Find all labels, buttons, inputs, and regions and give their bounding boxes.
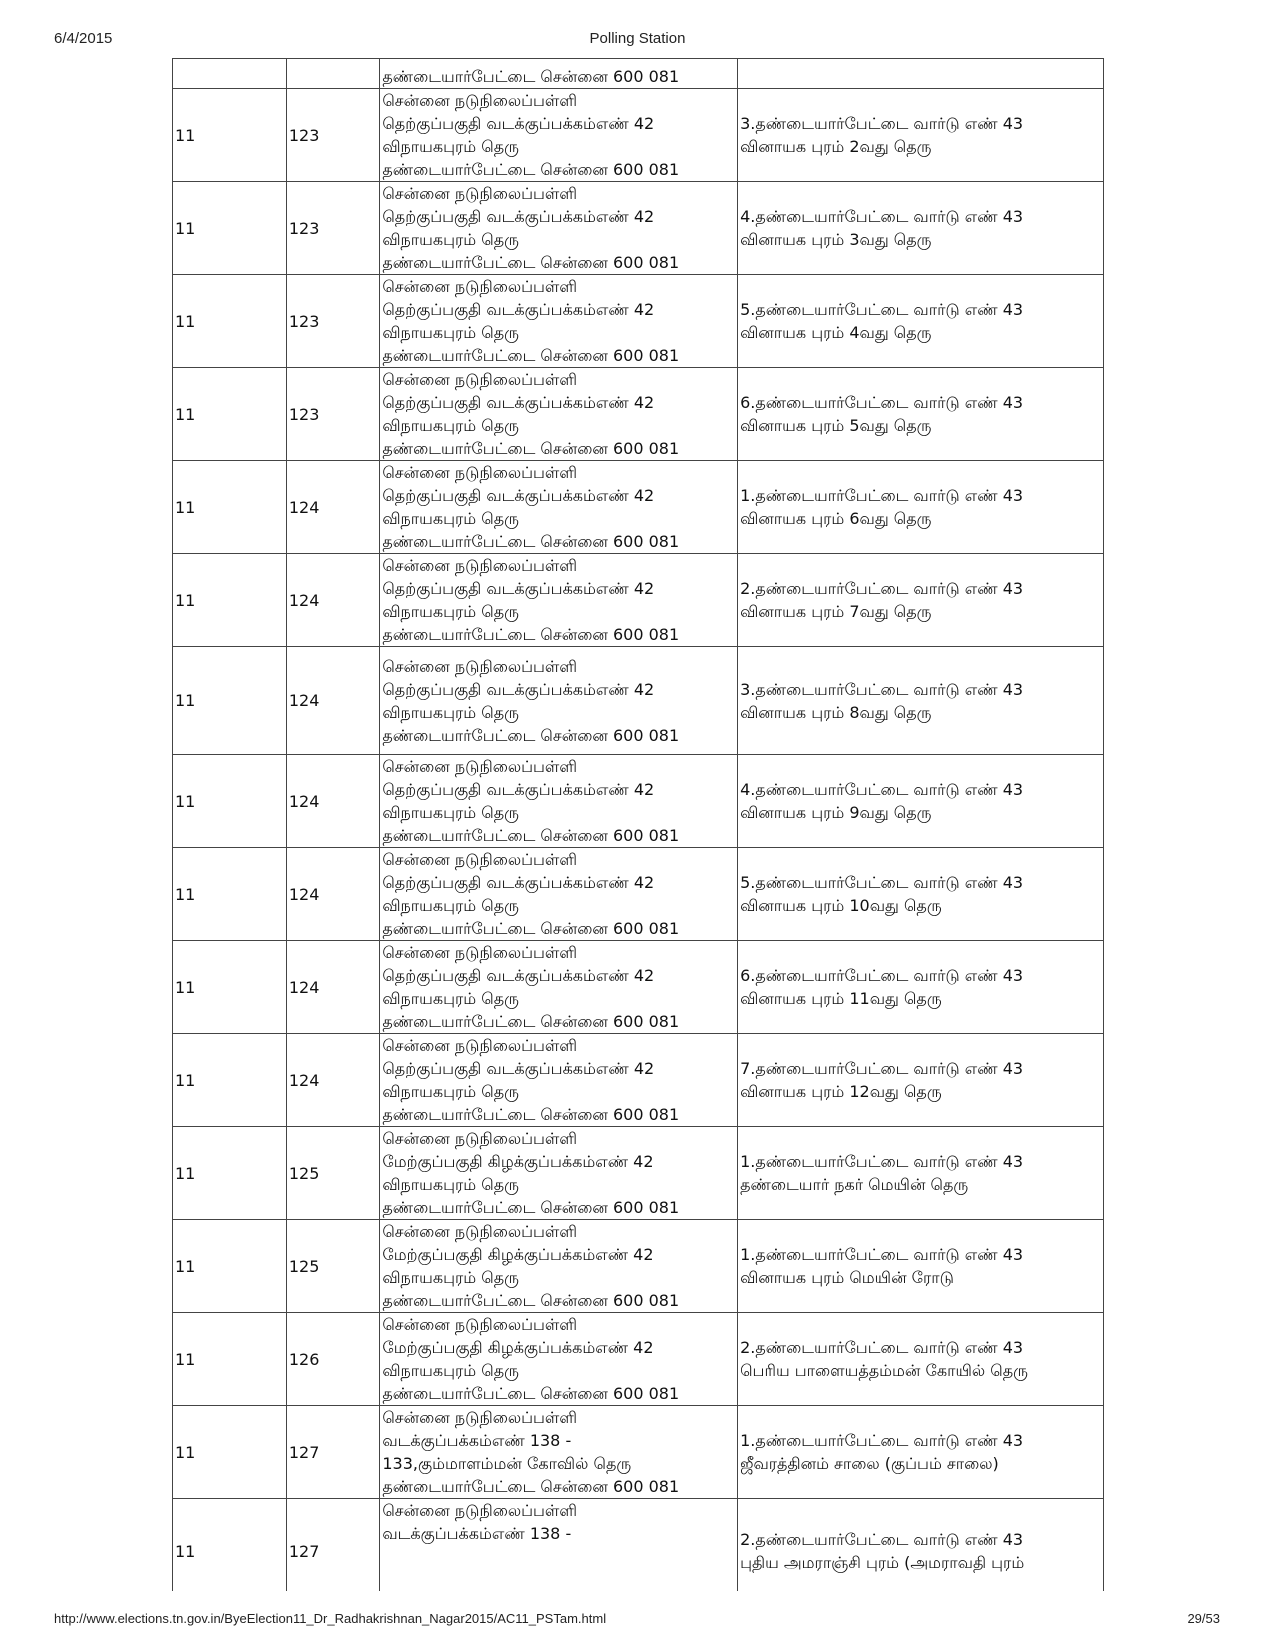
area-line: பெரிய பாளையத்தம்மன் கோயில் தெரு [740, 1361, 1028, 1380]
station-address-cell [380, 1127, 738, 1220]
area-line: 2.தண்டையார்பேட்டை வார்டு எண் 43 [740, 1530, 1024, 1549]
address-line: மேற்குப்பகுதி கிழக்குப்பக்கம்எண் 42 [382, 1338, 654, 1357]
address-line: விநாயகபுரம் தெரு [382, 702, 519, 722]
area-line: 5.தண்டையார்பேட்டை வார்டு எண் 43 [740, 873, 1024, 892]
polling-area-cell [738, 1313, 1104, 1406]
station-address-cell [380, 755, 738, 848]
area-line: வினாயக புரம் 3வது தெரு [740, 230, 932, 249]
address-line: தண்டையார்பேட்டை சென்னை 600 081 [382, 725, 680, 745]
address-line: விநாயகபுரம் தெரு [382, 416, 519, 435]
address-line: விநாயகபுரம் தெரு [382, 1082, 519, 1101]
table-row [173, 1499, 1104, 1592]
station-number-cell: 124 [286, 1034, 380, 1127]
address-line: தெற்குப்பகுதி வடக்குப்பக்கம்எண் 42 [382, 393, 655, 412]
assembly-number-cell: 11 [173, 368, 287, 461]
station-number-cell: 127 [286, 1499, 380, 1592]
assembly-number-cell: 11 [173, 1499, 287, 1592]
address-line: சென்னை நடுநிலைப்பள்ளி [382, 1222, 578, 1241]
station-address-cell [380, 182, 738, 275]
area-line: 3.தண்டையார்பேட்டை வார்டு எண் 43 [740, 679, 1024, 699]
header-title: Polling Station [589, 30, 686, 47]
polling-area-cell [738, 1127, 1104, 1220]
address-line: சென்னை நடுநிலைப்பள்ளி [382, 91, 578, 110]
assembly-number-cell: 11 [173, 647, 287, 755]
address-line: தெற்குப்பகுதி வடக்குப்பக்கம்எண் 42 [382, 780, 655, 799]
area-line: 3.தண்டையார்பேட்டை வார்டு எண் 43 [740, 114, 1024, 133]
area-line: 1.தண்டையார்பேட்டை வார்டு எண் 43 [740, 1152, 1024, 1171]
address-line: தண்டையார்பேட்டை சென்னை 600 081 [382, 919, 680, 938]
assembly-number-cell: 11 [173, 89, 287, 182]
area-line: வினாயக புரம் மெயின் ரோடு [740, 1268, 954, 1287]
address-line: விநாயகபுரம் தெரு [382, 989, 519, 1008]
area-line: 6.தண்டையார்பேட்டை வார்டு எண் 43 [740, 393, 1024, 412]
address-line: சென்னை நடுநிலைப்பள்ளி [382, 463, 578, 482]
table-row [173, 275, 1104, 368]
polling-area-cell [738, 755, 1104, 848]
station-number-cell [286, 59, 380, 89]
address-line: தண்டையார்பேட்டை சென்னை 600 081 [382, 1105, 680, 1124]
station-number-cell: 124 [286, 941, 380, 1034]
address-line: தெற்குப்பகுதி வடக்குப்பக்கம்எண் 42 [382, 966, 655, 985]
area-line: புதிய அமராஞ்சி புரம் (அமராவதி புரம் [740, 1553, 1025, 1572]
area-line: 5.தண்டையார்பேட்டை வார்டு எண் 43 [740, 300, 1024, 319]
table-body [173, 59, 1104, 1592]
address-line: தெற்குப்பகுதி வடக்குப்பக்கம்எண் 42 [382, 114, 655, 133]
address-line: தெற்குப்பகுதி வடக்குப்பக்கம்எண் 42 [382, 207, 655, 226]
table-row [173, 182, 1104, 275]
area-line: வினாயக புரம் 2வது தெரு [740, 137, 932, 156]
address-line: தெற்குப்பகுதி வடக்குப்பக்கம்எண் 42 [382, 873, 655, 892]
address-line: விநாயகபுரம் தெரு [382, 1175, 519, 1194]
assembly-number-cell: 11 [173, 1406, 287, 1499]
station-number-cell: 124 [286, 647, 380, 755]
polling-area-cell [738, 1034, 1104, 1127]
assembly-number-cell: 11 [173, 1034, 287, 1127]
area-line: வினாயக புரம் 4வது தெரு [740, 323, 932, 342]
station-address-cell [380, 1406, 738, 1499]
table-row [173, 1220, 1104, 1313]
station-address-cell [380, 368, 738, 461]
station-address-cell: தண்டையார்பேட்டை சென்னை 600 081 [380, 59, 738, 89]
area-line: வினாயக புரம் 5வது தெரு [740, 416, 932, 435]
polling-area-cell [738, 1499, 1104, 1592]
table-row [173, 647, 1104, 755]
assembly-number-cell [173, 59, 287, 89]
area-line: 1.தண்டையார்பேட்டை வார்டு எண் 43 [740, 486, 1024, 505]
table-row [173, 89, 1104, 182]
station-address-cell [380, 1220, 738, 1313]
address-line: விநாயகபுரம் தெரு [382, 509, 519, 528]
polling-area-cell [738, 89, 1104, 182]
assembly-number-cell: 11 [173, 848, 287, 941]
address-line: சென்னை நடுநிலைப்பள்ளி [382, 1129, 578, 1148]
address-line: சென்னை நடுநிலைப்பள்ளி [382, 370, 578, 389]
area-line: வினாயக புரம் 7வது தெரு [740, 602, 932, 621]
area-line: 1.தண்டையார்பேட்டை வார்டு எண் 43 [740, 1431, 1024, 1450]
address-line: தண்டையார்பேட்டை சென்னை 600 081 [382, 826, 680, 845]
area-line: ஜீவரத்தினம் சாலை (குப்பம் சாலை) [740, 1454, 999, 1473]
address-line: தண்டையார்பேட்டை சென்னை 600 081 [382, 160, 680, 179]
area-line: 7.தண்டையார்பேட்டை வார்டு எண் 43 [740, 1059, 1024, 1078]
address-line: தண்டையார்பேட்டை சென்னை 600 081 [382, 1477, 680, 1496]
area-line: தண்டையார் நகர் மெயின் தெரு [740, 1175, 969, 1194]
table-row [173, 755, 1104, 848]
station-address-cell [380, 848, 738, 941]
table-row [173, 1127, 1104, 1220]
address-line: மேற்குப்பகுதி கிழக்குப்பக்கம்எண் 42 [382, 1152, 654, 1171]
station-number-cell: 124 [286, 554, 380, 647]
area-line: வினாயக புரம் 8வது தெரு [740, 702, 932, 722]
polling-area-cell [738, 1406, 1104, 1499]
address-line: தண்டையார்பேட்டை சென்னை 600 081 [382, 346, 680, 365]
area-line: வினாயக புரம் 10வது தெரு [740, 896, 942, 915]
polling-station-sheet [172, 58, 1104, 1591]
station-address-cell [380, 275, 738, 368]
polling-area-cell [738, 941, 1104, 1034]
assembly-number-cell: 11 [173, 275, 287, 368]
assembly-number-cell: 11 [173, 1313, 287, 1406]
station-address-cell [380, 1034, 738, 1127]
address-line: தண்டையார்பேட்டை சென்னை 600 081 [382, 532, 680, 551]
station-number-cell: 123 [286, 368, 380, 461]
address-line: தண்டையார்பேட்டை சென்னை 600 081 [382, 1012, 680, 1031]
area-line: வினாயக புரம் 12வது தெரு [740, 1082, 942, 1101]
table-row [173, 368, 1104, 461]
area-line: 2.தண்டையார்பேட்டை வார்டு எண் 43 [740, 1338, 1024, 1357]
address-line: சென்னை நடுநிலைப்பள்ளி [382, 1408, 578, 1427]
assembly-number-cell: 11 [173, 554, 287, 647]
address-line: விநாயகபுரம் தெரு [382, 230, 519, 249]
address-line: தண்டையார்பேட்டை சென்னை 600 081 [382, 1384, 680, 1403]
address-line: விநாயகபுரம் தெரு [382, 602, 519, 621]
address-line: சென்னை நடுநிலைப்பள்ளி [382, 184, 578, 203]
polling-area-cell [738, 461, 1104, 554]
assembly-number-cell: 11 [173, 182, 287, 275]
address-line: சென்னை நடுநிலைப்பள்ளி [382, 277, 578, 296]
polling-area-cell [738, 1220, 1104, 1313]
area-line: வினாயக புரம் 6வது தெரு [740, 509, 932, 528]
table-row [173, 461, 1104, 554]
table-row [173, 554, 1104, 647]
station-number-cell: 124 [286, 755, 380, 848]
polling-area-cell [738, 647, 1104, 755]
address-line: தண்டையார்பேட்டை சென்னை 600 081 [382, 1291, 680, 1310]
polling-station-table [172, 58, 1104, 1591]
station-address-cell [380, 1499, 738, 1592]
station-number-cell: 124 [286, 461, 380, 554]
station-address-cell [380, 461, 738, 554]
area-line: வினாயக புரம் 11வது தெரு [740, 989, 942, 1008]
station-number-cell: 126 [286, 1313, 380, 1406]
address-line: சென்னை நடுநிலைப்பள்ளி [382, 757, 578, 776]
polling-area-cell [738, 182, 1104, 275]
header-date: 6/4/2015 [54, 30, 113, 47]
table-row [173, 1406, 1104, 1499]
address-line: வடக்குப்பக்கம்எண் 138 - [382, 1431, 572, 1450]
address-line: தண்டையார்பேட்டை சென்னை 600 081 [382, 625, 680, 644]
address-line: விநாயகபுரம் தெரு [382, 803, 519, 822]
address-line: தெற்குப்பகுதி வடக்குப்பக்கம்எண் 42 [382, 486, 655, 505]
area-line: 4.தண்டையார்பேட்டை வார்டு எண் 43 [740, 780, 1024, 799]
address-line: விநாயகபுரம் தெரு [382, 896, 519, 915]
address-line: சென்னை நடுநிலைப்பள்ளி [382, 556, 578, 575]
address-line: தெற்குப்பகுதி வடக்குப்பக்கம்எண் 42 [382, 679, 655, 699]
address-line: 133,கும்மாளம்மன் கோவில் தெரு [382, 1454, 632, 1473]
assembly-number-cell: 11 [173, 941, 287, 1034]
station-address-cell [380, 554, 738, 647]
address-line: வடக்குப்பக்கம்எண் 138 - [382, 1524, 572, 1543]
address-line: தெற்குப்பகுதி வடக்குப்பக்கம்எண் 42 [382, 1059, 655, 1078]
polling-area-cell [738, 368, 1104, 461]
station-address-cell [380, 1313, 738, 1406]
address-line: விநாயகபுரம் தெரு [382, 1361, 519, 1380]
polling-area-cell [738, 848, 1104, 941]
address-line: விநாயகபுரம் தெரு [382, 1268, 519, 1287]
table-row-continued [173, 59, 1104, 89]
area-line: 2.தண்டையார்பேட்டை வார்டு எண் 43 [740, 579, 1024, 598]
address-line: தண்டையார்பேட்டை சென்னை 600 081 [382, 439, 680, 458]
address-line: விநாயகபுரம் தெரு [382, 137, 519, 156]
area-line: வினாயக புரம் 9வது தெரு [740, 803, 932, 822]
station-address-cell [380, 647, 738, 755]
address-line: தெற்குப்பகுதி வடக்குப்பக்கம்எண் 42 [382, 300, 655, 319]
station-number-cell: 123 [286, 275, 380, 368]
address-line: மேற்குப்பகுதி கிழக்குப்பக்கம்எண் 42 [382, 1245, 654, 1264]
polling-area-cell [738, 59, 1104, 89]
footer-page-number: 29/53 [1187, 1611, 1220, 1626]
address-line: சென்னை நடுநிலைப்பள்ளி [382, 656, 578, 676]
address-line: சென்னை நடுநிலைப்பள்ளி [382, 943, 578, 962]
footer-url: http://www.elections.tn.gov.in/ByeElection11_Dr_Radhakrishnan_Nagar2015/AC11_PSTam.html [54, 1611, 607, 1626]
station-number-cell: 124 [286, 848, 380, 941]
assembly-number-cell: 11 [173, 755, 287, 848]
address-line: விநாயகபுரம் தெரு [382, 323, 519, 342]
station-number-cell: 125 [286, 1220, 380, 1313]
address-line: தெற்குப்பகுதி வடக்குப்பக்கம்எண் 42 [382, 579, 655, 598]
station-number-cell: 127 [286, 1406, 380, 1499]
station-address-cell [380, 941, 738, 1034]
station-address-cell [380, 89, 738, 182]
assembly-number-cell: 11 [173, 1127, 287, 1220]
area-line: 1.தண்டையார்பேட்டை வார்டு எண் 43 [740, 1245, 1024, 1264]
station-number-cell: 123 [286, 89, 380, 182]
address-line: தண்டையார்பேட்டை சென்னை 600 081 [382, 253, 680, 272]
polling-area-cell [738, 275, 1104, 368]
area-line: 4.தண்டையார்பேட்டை வார்டு எண் 43 [740, 207, 1024, 226]
table-row [173, 941, 1104, 1034]
assembly-number-cell: 11 [173, 461, 287, 554]
assembly-number-cell: 11 [173, 1220, 287, 1313]
station-number-cell: 125 [286, 1127, 380, 1220]
address-line: சென்னை நடுநிலைப்பள்ளி [382, 850, 578, 869]
address-line: சென்னை நடுநிலைப்பள்ளி [382, 1315, 578, 1334]
table-row [173, 1313, 1104, 1406]
address-line: தண்டையார்பேட்டை சென்னை 600 081 [382, 1198, 680, 1217]
address-line: சென்னை நடுநிலைப்பள்ளி [382, 1036, 578, 1055]
table-row [173, 1034, 1104, 1127]
area-line: 6.தண்டையார்பேட்டை வார்டு எண் 43 [740, 966, 1024, 985]
station-number-cell: 123 [286, 182, 380, 275]
address-line: சென்னை நடுநிலைப்பள்ளி [382, 1501, 578, 1520]
polling-area-cell [738, 554, 1104, 647]
table-row [173, 848, 1104, 941]
